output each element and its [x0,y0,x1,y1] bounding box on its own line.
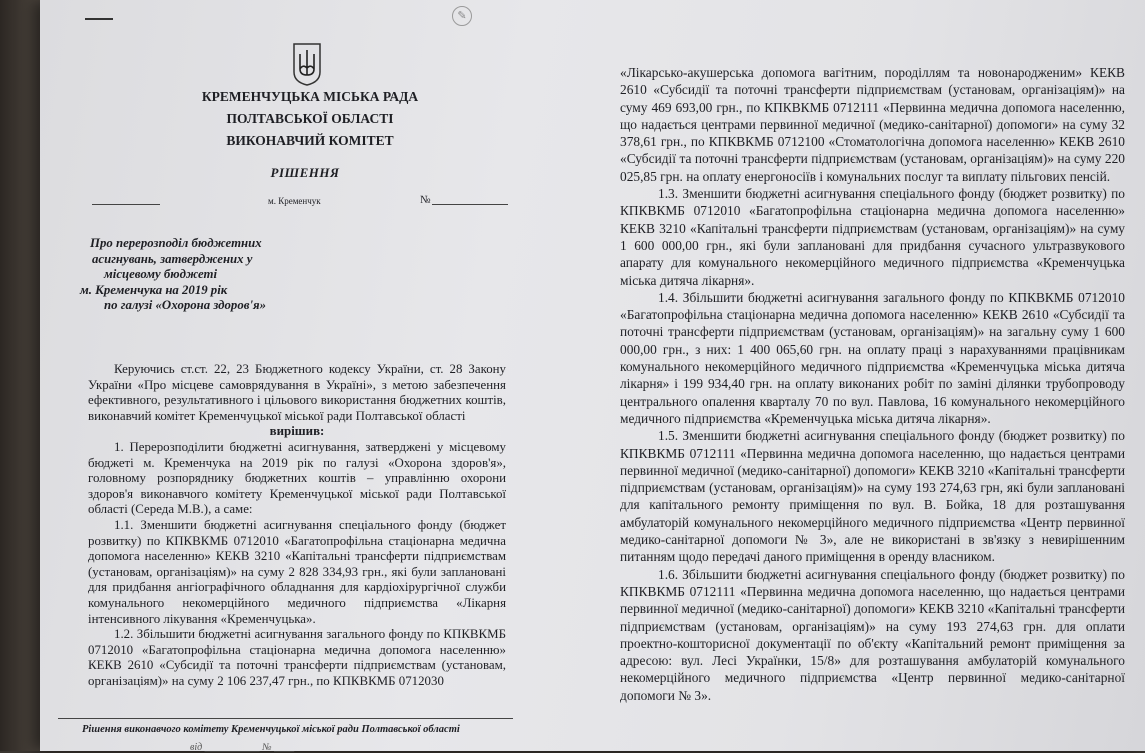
footer-date-number: від ___________ № ____ [190,742,295,753]
item-1-paragraph: 1. Перерозподілити бюджетні асигнування, затверджені у місцевому бюджеті м. Кременчука на 2019 рік по галузі «Охорона здоров'я», головному розпоряднику бюджетних коштів – управлінню охорони здоров'я виконавчого комітету Кременчуцької міської ради Полтавської області (Середа М.В.), а саме: [88,439,506,517]
footer-text: Рішення виконавчого комітету Кременчуцької міської ради Полтавської області [82,724,460,735]
left-column-body [88,362,506,689]
item-1-5-paragraph: 1.5. Зменшити бюджетні асигнування спеціального фонду (бюджет розвитку) по КПКВКМБ 0712111 «Первинна медична допомога населенню, що надається центрами первинної медичної (медико-санітарної) допомоги» КЕКВ 3210 «Капітальні трансферти підприємствам (установам, організаціям)» на суму 193 274,63 грн, які були заплановані для капітального ремонту приміщення по вул. В. Бойка, 18 для розташування амбулаторій комунального некомерційного медичного підприємства «Центр первинної медико-санітарної допомоги № 3», але не використані в зв'язку з невирішенним питанням щодо передачі даного приміщення в оренду власником. [620,428,1125,565]
item-1-2-paragraph: 1.2. Збільшити бюджетні асигнування загального фонду по КПКВКМБ 0712010 «Багатопрофільна стаціонарна медична допомога населенню» КЕКВ 2610 «Субсидії та поточні трансферти підприємствам (установам, організаціям)» на суму 2 106 237,47 грн., по КПКВКМБ 0712030 [88,627,506,688]
document-type-title: РІШЕННЯ [270,165,340,180]
subject-line: по галузі «Охорона здоров'я» [104,298,266,312]
item-1-4-paragraph: 1.4. Збільшити бюджетні асигнування загального фонду по КПКВКМБ 0712010 «Багатопрофільна стаціонарна медична допомога населенню» КЕКВ 2610 «Субсидії та поточні трансферти підприємствам (установам, організаціям)» на загальну суму 1 600 000,00 грн., з них: 1 400 065,60 грн. на оплату праці з нарахуваннями працівникам комунального некомерційного медичного підприємства «Кременчуцька міська дитяча лікарня» і 199 934,40 грн. на оплату виконаних робіт по заміні ділянки трубопроводу центрального опалення кварталу 70 по вул. Павлова, 16 комунального некомерційного медичного підприємства «Кременчуцька міська дитяча лікарня». [620,289,1125,426]
continuation-paragraph: «Лікарсько-акушерська допомога вагітним, породіллям та новонародженим» КЕКВ 2610 «Субсидії та поточні трансферти підприємствам (установам, організаціям)» на суму 469 693,00 грн., по КПКВКМБ 0712111 «Первинна медична допомога населенню, що надається центрами первинної медичної (медико-санітарної) допомоги» на суму 32 378,61 грн., по КПКВКМБ 0712100 «Стоматологічна допомога населенню» КЕКВ 2610 «Субсидії та поточні трансферти підприємствам (установам, організаціям)» на суму 220 025,85 грн. на оплату енергоносіїв і комунальних послуг та виплату пільгових пенсій. [620,65,1125,184]
subject-line: м. Кременчука на 2019 рік [80,282,228,297]
date-blank-line [92,204,160,205]
header-region: ПОЛТАВСЬКОЇ ОБЛАСТІ [226,111,394,126]
stamp-mark: ✎ [452,6,472,26]
item-1-3-paragraph: 1.3. Зменшити бюджетні асигнування спеціального фонду (бюджет розвитку) по КПКВКМБ 0712010 «Багатопрофільна стаціонарна медична допомога населенню» КЕКВ 3210 «Капітальні трансферти підприємствам (установам, організаціям)» на суму 1 600 000,00 грн., які були заплановані для придбання сучасного ультразвукового апарату для комунального некомерційного медичного підприємства «Кременчуцька міська дитяча лікарня». [620,186,1125,288]
number-sign: № [420,194,431,206]
decision-subject [78,236,308,314]
trident-emblem-icon [290,42,324,86]
preamble-paragraph: Керуючись ст.ст. 22, 23 Бюджетного кодексу України, ст. 28 Закону України «Про місцеве самоврядування в Україні», з метою забезпечення ефективного, результативного і цільового використання бюджетних коштів, виконавчий комітет Кременчуцької міської ради Полтавської області [88,362,506,423]
subject-line: асигнувань, затверджених у [92,251,253,266]
document-header [180,86,440,152]
footer-divider [58,718,513,719]
right-column-body [620,64,1125,704]
item-1-1-paragraph: 1.1. Зменшити бюджетні асигнування спеціального фонду (бюджет розвитку) по КПКВКМБ 0712010 «Багатопрофільна стаціонарна медична допомога населенню» КЕКВ 3210 «Капітальні трансферти підприємствам (установам, організаціям)» на суму 2 828 334,93 грн., які були заплановані для придбання ангіографічного обладнання для кардіохірургічної служби комунального некомерційного медичного підприємства «Лікарня інтенсивного лікування «Кременчуцька». [88,517,506,626]
subject-line: місцевому бюджеті [104,267,218,281]
place-label: м. Кременчук [268,196,321,206]
subject-line: Про перерозподіл бюджетних [90,236,262,250]
pen-mark [85,18,113,20]
item-1-6-paragraph: 1.6. Збільшити бюджетні асигнування спеціального фонду (бюджет розвитку) по КПКВКМБ 0712111 «Первинна медична допомога населенню, що надається центрами первинної медичної (медико-санітарної) допомоги» КЕКВ 3210 «Капітальні трансферти підприємствам (установам, організаціям)» на суму 193 274,63 грн. для оплати проектно-кошторисної документації по об'єкту «Капітальний ремонт приміщення за адресою: вул. Лесі Українки, 15/8» для розташування амбулаторій комунального некомерційного медичного підприємства «Центр первинної медико-санітарної допомоги № 3». [620,566,1125,703]
number-blank-line [432,204,508,205]
header-city-council: КРЕМЕНЧУЦЬКА МІСЬКА РАДА [201,89,419,104]
header-committee: ВИКОНАВЧИЙ КОМІТЕТ [226,133,394,148]
decided-heading: вирішив: [269,424,325,439]
